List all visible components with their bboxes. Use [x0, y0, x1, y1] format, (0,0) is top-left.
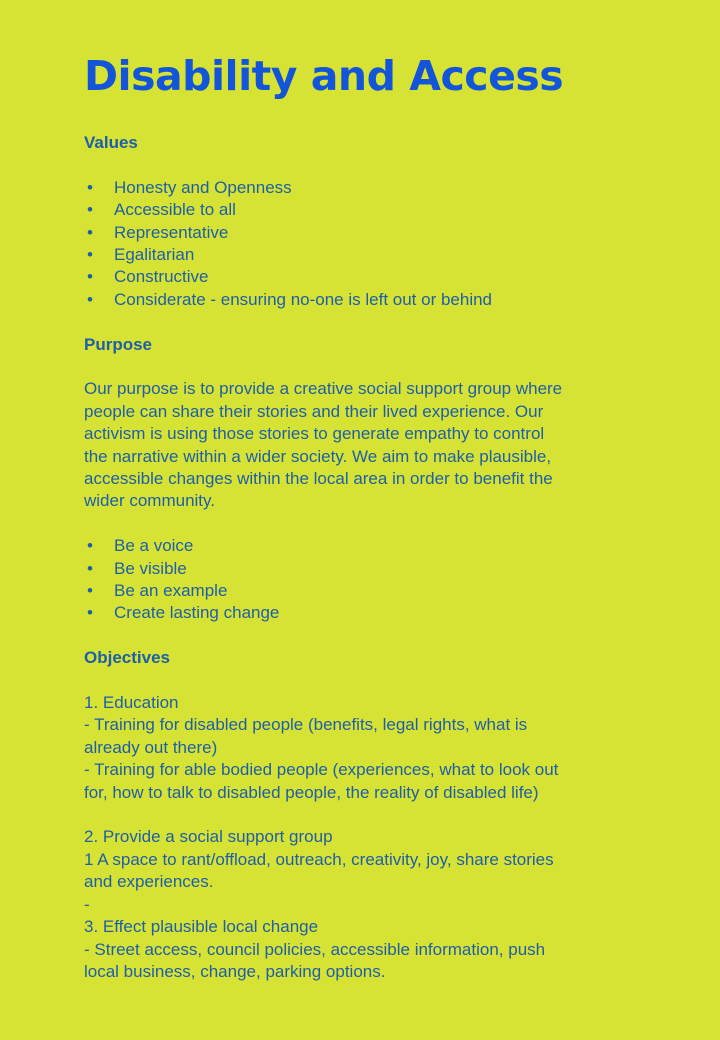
purpose-paragraph: Our purpose is to provide a creative social support group where people can share their stories and their lived experience. Our activism is using those stories to generate empathy to control the narrative within a wider society. We aim to make plausible, accessible changes within the local area in order to benefit the wider community. [84, 379, 563, 511]
bullet-icon: • [87, 581, 93, 601]
list-item: • Honesty and Openness [84, 177, 644, 199]
list-item: • Constructive [84, 266, 644, 288]
objectives-heading: Objectives [84, 648, 170, 668]
bullet-icon: • [87, 222, 93, 242]
list-item: • Considerate - ensuring no-one is left out or behind [84, 289, 644, 311]
list-item: • Representative [84, 222, 644, 244]
list-item: • Create lasting change [84, 602, 644, 624]
bullet-icon: • [87, 558, 93, 578]
bullet-icon: • [87, 200, 93, 220]
list-item: • Egalitarian [84, 244, 644, 266]
list-item: • Accessible to all [84, 199, 644, 221]
objectives-support-and-change: 2. Provide a social support group 1 A space to rant/offload, outreach, creativity, joy, share stories and experiences. - 3. Effect plausible local change - Street access, council policies, accessible information, push local business, change, parking options. [84, 827, 554, 981]
list-item: • Be a voice [84, 535, 644, 557]
list-item: • Be visible [84, 558, 644, 580]
bullet-icon: • [87, 267, 93, 287]
bullet-icon: • [87, 245, 93, 265]
document-page [84, 48, 644, 983]
purpose-heading: Purpose [84, 334, 153, 354]
list-item: • Be an example [84, 580, 644, 602]
values-heading: Values [84, 133, 138, 152]
page-title: Disability and Access [84, 52, 564, 100]
values-list [84, 177, 644, 311]
purpose-list [84, 535, 644, 625]
bullet-icon: • [87, 289, 93, 309]
bullet-icon: • [87, 603, 93, 623]
bullet-icon: • [87, 177, 93, 197]
objectives-education: 1. Education - Training for disabled people (benefits, legal rights, what is already out there) - Training for able bodied people (experiences, what to look out for, how to talk to disabled people, the reality of disabled life) [84, 693, 559, 802]
bullet-icon: • [87, 536, 93, 556]
